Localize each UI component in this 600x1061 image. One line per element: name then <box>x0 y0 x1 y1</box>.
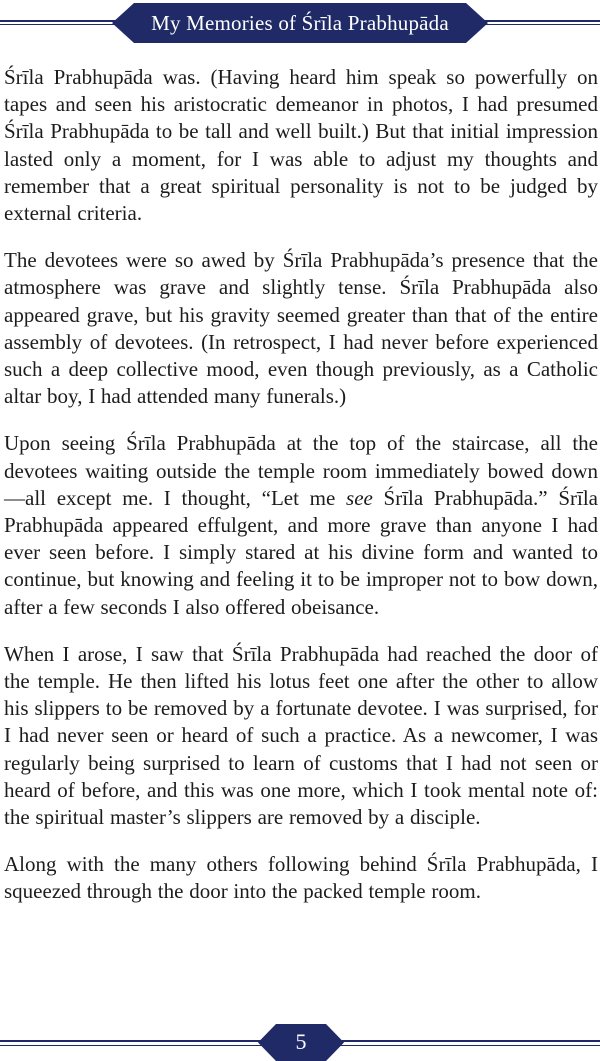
paragraph-4-text: When I arose, I saw that Śrīla Prabhupāda had reached the door of the temple. He then lifted his lotus feet one after the other to allow his slippers to be removed by a fortunate devotee. I was surprised, for I had never seen or heard of such a practice. As a newcomer, I was regularly being surprised to learn of customs that I had not seen or heard of before, and this was one more, which I took mental note of: the spiritual master’s slippers are removed by a disciple. <box>4 641 598 830</box>
running-title: My Memories of Śrīla Prabhupāda <box>151 11 449 35</box>
paragraph-2-text: The devotees were so awed by Śrīla Prabhupāda’s presence that the atmosphere was grave and slightly tense. Śrīla Prabhupāda also appeared grave, but his gravity seemed greater than that of the entire assembly of devotees. (In retrospect, I had never before experienced such a deep collective mood, even though previously, as a Catholic altar boy, I had attended many funerals.) <box>4 248 598 409</box>
paragraph-3-text-end: Śrīla Prabhupāda.” Śrīla Prabhupāda appeared effulgent, and more grave than anyone I had ever seen before. I simply stared at his divine form and wanted to continue, but knowing and feeling it to be improper not to bow down, after a few seconds I also offered obeisance. <box>4 485 598 619</box>
paragraph-2 <box>4 247 598 410</box>
header-banner <box>112 3 488 43</box>
page-number: 5 <box>295 1029 307 1054</box>
paragraph-5 <box>4 851 598 905</box>
paragraph-3-emphasis: see <box>346 485 373 510</box>
page-body <box>4 64 598 906</box>
page-number-badge <box>258 1024 344 1061</box>
paragraph-4 <box>4 641 598 831</box>
paragraph-1-text: Śrīla Prabhupāda was. (Having heard him speak so powerfully on tapes and seen his aristocratic demeanor in photos, I had presumed Śrīla Prabhupāda to be tall and well built.) But that initial impression lasted only a moment, for I was able to adjust my thoughts and remember that a great spiritual personality is not to be judged by external criteria. <box>4 65 598 226</box>
paragraph-1 <box>4 64 598 227</box>
paragraph-3-text-start: Upon seeing Śrīla Prabhupāda at the top of the staircase, all the devotees waiting outside the temple room immediately bowed down—all except me. I thought, “Let me <box>4 431 598 510</box>
paragraph-5-text: Along with the many others following behind Śrīla Prabhupāda, I squeezed through the door into the packed temple room. <box>4 852 598 904</box>
paragraph-3 <box>4 430 598 620</box>
